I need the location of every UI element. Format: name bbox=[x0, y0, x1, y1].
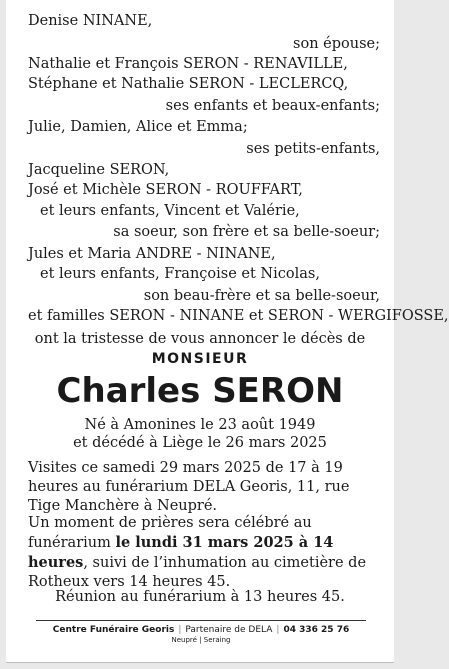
prayer-rest: , suivi de l’inhumation au cimetière de Rotheux vers 14 heures 45. bbox=[28, 555, 367, 590]
family-line: Stéphane et Nathalie SERON - LECLERCQ, bbox=[28, 76, 349, 92]
prayer-text bbox=[28, 514, 378, 592]
reunion-line: Réunion au funérarium à 13 heures 45. bbox=[55, 589, 345, 605]
family-line: ses petits-enfants, bbox=[246, 141, 380, 157]
birth-line: Né à Amonines le 23 août 1949 bbox=[84, 417, 316, 433]
deceased-title: MONSIEUR bbox=[151, 351, 249, 367]
obituary-card bbox=[6, 0, 449, 663]
footer-partner: Partenaire de DELA bbox=[185, 625, 273, 635]
family-line: ont la tristesse de vous annoncer le décès de bbox=[34, 331, 366, 347]
family-line: et leurs enfants, Françoise et Nicolas, bbox=[40, 266, 320, 282]
family-line: Julie, Damien, Alice et Emma; bbox=[28, 119, 248, 135]
family-line: sa soeur, son frère et sa belle-soeur; bbox=[113, 224, 380, 240]
family-line: et familles SERON - NINANE et SERON - WERGIFOSSE, bbox=[28, 308, 449, 324]
footer-phone: 04 336 25 76 bbox=[283, 625, 350, 635]
footer-locations: Neupré | Seraing bbox=[171, 636, 231, 644]
family-line: Denise NINANE, bbox=[28, 13, 153, 29]
family-line: Jacqueline SERON, bbox=[28, 162, 170, 178]
family-line: et leurs enfants, Vincent et Valérie, bbox=[40, 203, 300, 219]
funeral-home-footer: Centre Funéraire Georis | Partenaire de DELA | 04 336 25 76 Neupré | Seraing bbox=[36, 620, 366, 644]
footer-company: Centre Funéraire Georis bbox=[52, 625, 175, 635]
family-line: son beau-frère et sa belle-soeur, bbox=[143, 288, 380, 304]
death-line: et décédé à Liège le 26 mars 2025 bbox=[73, 435, 327, 451]
visits-text: Visites ce samedi 29 mars 2025 de 17 à 19 heures au funérarium DELA Georis, 11, rue Tige Manchère à Neupré. bbox=[28, 460, 350, 514]
prayer-intro: Un moment de prières sera célébré au funérarium bbox=[28, 515, 312, 551]
prayer-date: le lundi 31 mars 2025 à 14 heures bbox=[28, 534, 334, 571]
family-line: son épouse; bbox=[293, 36, 380, 52]
deceased-name: Charles SERON bbox=[56, 371, 344, 411]
family-line: ses enfants et beaux-enfants; bbox=[165, 98, 380, 114]
family-line: Jules et Maria ANDRE - NINANE, bbox=[28, 246, 276, 262]
family-line: Nathalie et François SERON - RENAVILLE, bbox=[28, 56, 348, 72]
family-line: José et Michèle SERON - ROUFFART, bbox=[28, 182, 303, 198]
